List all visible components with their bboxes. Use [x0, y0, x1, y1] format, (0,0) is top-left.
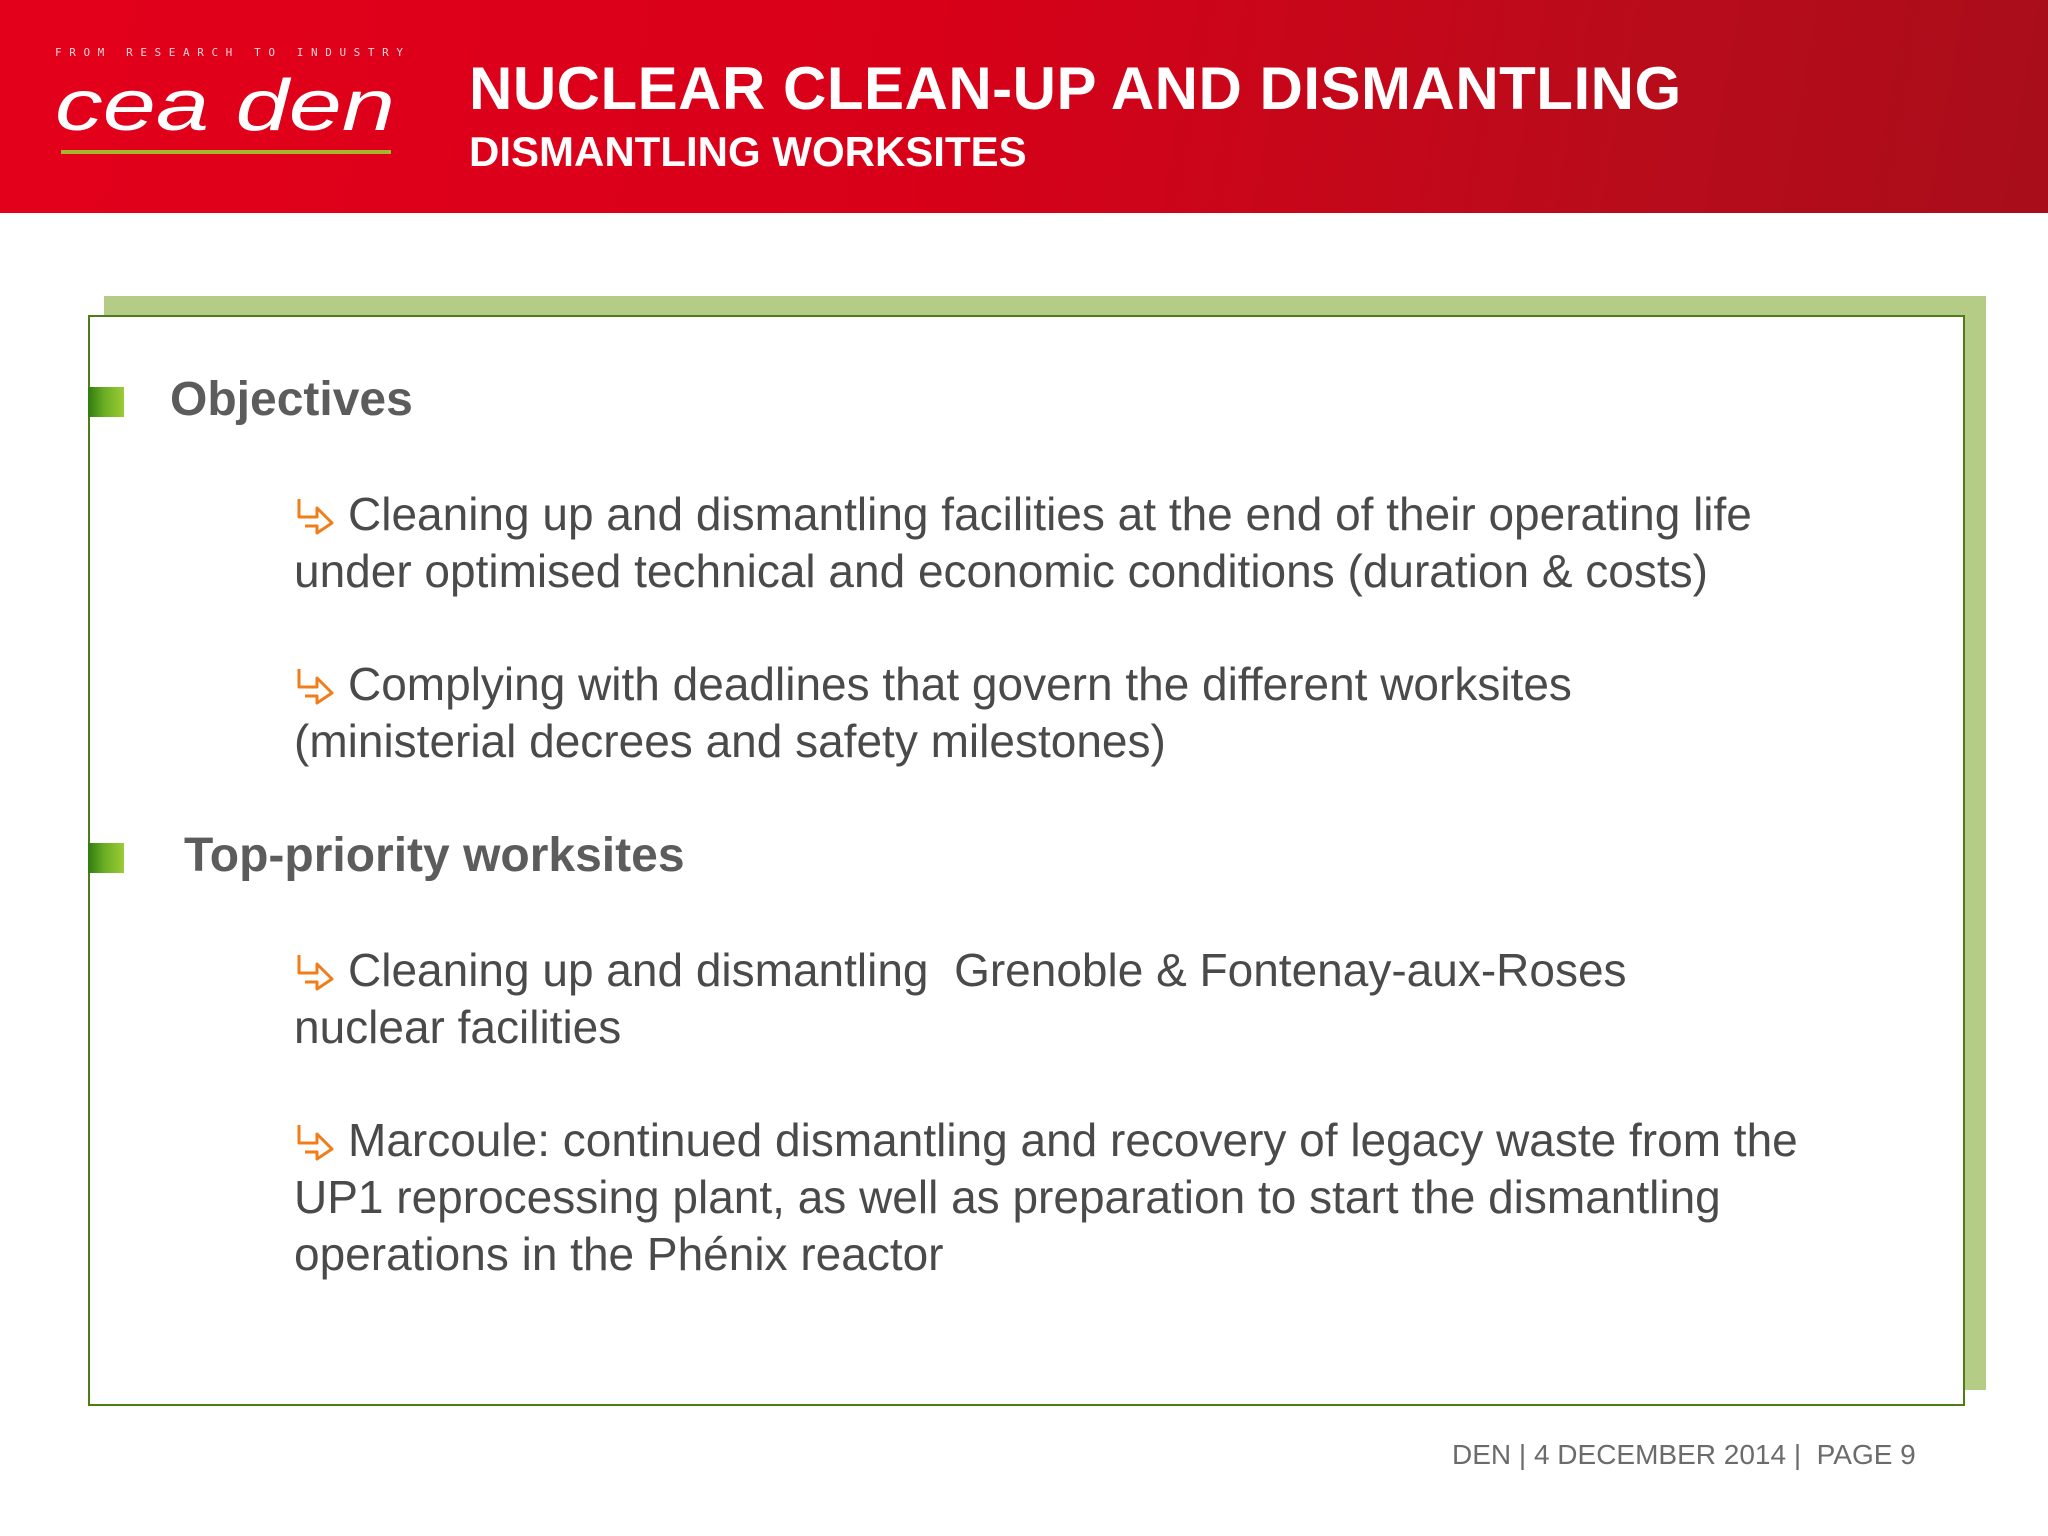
arrow-bullet-icon	[294, 496, 336, 536]
item-text-line3: operations in the Phénix reactor	[294, 1228, 944, 1280]
arrow-bullet-icon	[294, 1122, 336, 1162]
item-text-line1: Marcoule: continued dismantling and recovery of legacy waste from the	[348, 1114, 1798, 1166]
worksite-item-1	[294, 942, 1627, 1056]
slide-subtitle: DISMANTLING WORKSITES	[469, 128, 1027, 175]
item-text-line2: UP1 reprocessing plant, as well as preparation to start the dismantling	[294, 1171, 1721, 1223]
logo-mark	[55, 72, 400, 158]
slide-footer: DEN | 4 DECEMBER 2014 | PAGE 9	[1452, 1439, 1916, 1470]
header-banner	[0, 0, 2048, 213]
item-text-line2: (ministerial decrees and safety milestones)	[294, 715, 1166, 767]
worksite-item-2	[294, 1112, 1798, 1283]
section-heading-top-priority: Top-priority worksites	[184, 829, 685, 882]
logo-text: cea den	[55, 72, 395, 146]
section-bullet	[88, 843, 124, 873]
cea-den-logo	[55, 46, 411, 158]
arrow-bullet-icon	[294, 952, 336, 992]
item-text-line2: under optimised technical and economic conditions (duration & costs)	[294, 545, 1708, 597]
arrow-bullet-icon	[294, 666, 336, 706]
objective-item-1	[294, 486, 1752, 600]
item-text-line2: nuclear facilities	[294, 1001, 622, 1053]
section-heading-objectives: Objectives	[170, 373, 413, 426]
objective-item-2	[294, 656, 1572, 770]
section-bullet	[88, 387, 124, 417]
item-text-line1: Complying with deadlines that govern the different worksites	[348, 658, 1572, 710]
item-text-line1: Cleaning up and dismantling Grenoble & Fontenay-aux-Roses	[348, 944, 1627, 996]
item-text-line1: Cleaning up and dismantling facilities at the end of their operating life	[348, 488, 1752, 540]
slide-title: NUCLEAR CLEAN-UP AND DISMANTLING	[469, 55, 1682, 122]
logo-tagline: FROM RESEARCH TO INDUSTRY	[55, 46, 411, 59]
